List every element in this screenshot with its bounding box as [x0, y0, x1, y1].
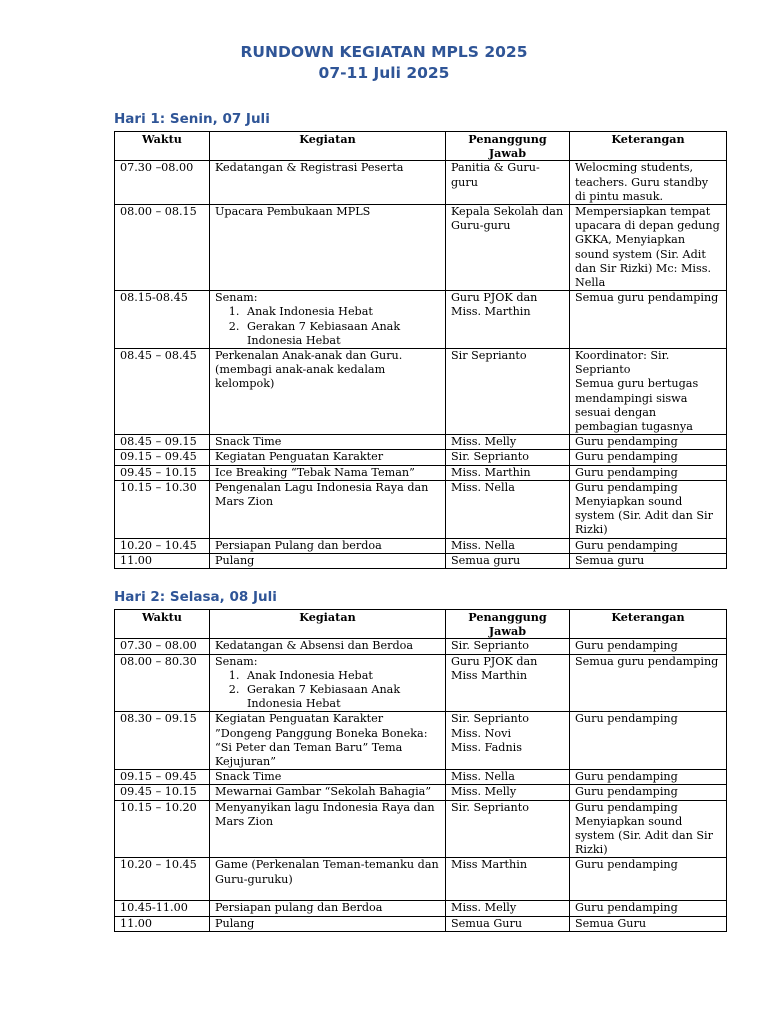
header-penanggung-jawab: Penanggung Jawab	[446, 610, 570, 639]
note-line: Semua guru bertugas mendampingi siswa sesuai dengan pembagian tugasnya	[575, 377, 699, 434]
activity-text: Game (Perkenalan Teman-temanku dan Guru-guruku)	[215, 858, 439, 886]
document-title: RUNDOWN KEGIATAN MPLS 2025	[240, 43, 528, 61]
pic-text: Miss. Melly	[451, 785, 517, 799]
pic-text: Miss. Melly	[451, 435, 517, 449]
day2-schedule-table	[114, 609, 727, 932]
header-kegiatan: Kegiatan	[210, 610, 446, 639]
note-line: Guru pendamping	[575, 480, 678, 494]
cell-keterangan	[570, 538, 727, 553]
table-row	[115, 465, 727, 480]
cell-keterangan	[570, 800, 727, 858]
cell-keterangan	[570, 916, 727, 931]
pic-text: Panitia & Guru-guru	[451, 161, 540, 189]
pic-text: Sir. Seprianto	[451, 800, 529, 814]
cell-activity	[210, 465, 446, 480]
cell-activity	[210, 785, 446, 800]
table-row	[115, 161, 727, 205]
note-line: Guru pendamping	[575, 800, 678, 814]
note-text: Semua guru	[575, 553, 645, 567]
note-text: Guru pendamping	[575, 785, 678, 799]
cell-activity	[210, 435, 446, 450]
cell-activity	[210, 450, 446, 465]
table-row	[115, 450, 727, 465]
activity-text: Pulang	[215, 916, 255, 930]
table-row	[115, 712, 727, 770]
cell-penanggung-jawab	[446, 161, 570, 205]
cell-activity	[210, 205, 446, 291]
pic-text: Miss. Marthin	[451, 465, 531, 479]
cell-time: 10.20 – 10.45	[115, 858, 210, 901]
header-waktu: Waktu	[115, 132, 210, 161]
cell-penanggung-jawab	[446, 770, 570, 785]
header-kegiatan: Kegiatan	[210, 132, 446, 161]
header-keterangan: Keterangan	[570, 132, 727, 161]
cell-penanggung-jawab	[446, 639, 570, 654]
cell-time: 10.15 – 10.20	[115, 800, 210, 858]
cell-activity	[210, 916, 446, 931]
note-line: Menyiapkan sound system (Sir. Adit dan Sir Rizki)	[575, 495, 713, 537]
cell-penanggung-jawab	[446, 712, 570, 770]
activity-text: Menyanyikan lagu Indonesia Raya dan Mars Zion	[215, 800, 435, 828]
activity-list	[215, 305, 440, 348]
activity-text: Ice Breaking “Tebak Nama Teman”	[215, 465, 415, 479]
pic-text: Sir. Seprianto	[451, 450, 529, 464]
cell-keterangan	[570, 435, 727, 450]
cell-activity	[210, 553, 446, 568]
pic-text: Semua guru	[451, 553, 521, 567]
activity-text: Kegiatan Penguatan Karakter	[215, 450, 384, 464]
header-keterangan: Keterangan	[570, 610, 727, 639]
cell-activity	[210, 639, 446, 654]
cell-time: 08.30 – 09.15	[115, 712, 210, 770]
pic-line: Sir. Seprianto	[451, 712, 529, 726]
cell-time: 10.45-11.00	[115, 901, 210, 916]
cell-activity	[210, 858, 446, 901]
note-line: Koordinator: Sir. Seprianto	[575, 349, 670, 377]
table-header-row	[115, 610, 727, 639]
cell-keterangan	[570, 349, 727, 435]
note-text: Semua Guru	[575, 916, 647, 930]
cell-activity	[210, 349, 446, 435]
cell-time: 11.00	[115, 553, 210, 568]
cell-activity	[210, 901, 446, 916]
cell-keterangan	[570, 654, 727, 712]
activity-line: Kegiatan Penguatan Karakter	[215, 712, 384, 726]
cell-activity	[210, 712, 446, 770]
cell-time: 10.20 – 10.45	[115, 538, 210, 553]
activity-list	[215, 669, 440, 712]
activity-list-item: 2. Gerakan 7 Kebiasaan Anak Indonesia Hebat	[243, 683, 440, 711]
table-row	[115, 538, 727, 553]
cell-penanggung-jawab	[446, 480, 570, 538]
note-text: Guru pendamping	[575, 465, 678, 479]
cell-time: 09.15 – 09.45	[115, 770, 210, 785]
note-text: Guru pendamping	[575, 901, 678, 915]
cell-activity	[210, 291, 446, 349]
cell-time: 09.15 – 09.45	[115, 450, 210, 465]
cell-time: 07.30 – 08.00	[115, 639, 210, 654]
cell-penanggung-jawab	[446, 800, 570, 858]
cell-keterangan	[570, 639, 727, 654]
note-text: Guru pendamping	[575, 450, 678, 464]
table-row	[115, 770, 727, 785]
cell-penanggung-jawab	[446, 349, 570, 435]
cell-time: 09.45 – 10.15	[115, 465, 210, 480]
activity-text: Mewarnai Gambar “Sekolah Bahagia”	[215, 785, 432, 799]
cell-activity	[210, 161, 446, 205]
header-penanggung-jawab: Penanggung Jawab	[446, 132, 570, 161]
day2-table-body	[115, 639, 727, 931]
note-text: Guru pendamping	[575, 858, 678, 872]
note-text: Guru pendamping	[575, 770, 678, 784]
cell-penanggung-jawab	[446, 785, 570, 800]
activity-list-item: 2. Gerakan 7 Kebiasaan Anak Indonesia Hebat	[243, 320, 440, 348]
pic-text: Kepala Sekolah dan Guru-guru	[451, 205, 564, 233]
cell-keterangan	[570, 785, 727, 800]
pic-text: Miss. Nella	[451, 538, 515, 552]
cell-time: 08.45 – 08.45	[115, 349, 210, 435]
activity-list-item: 1. Anak Indonesia Hebat	[243, 305, 440, 319]
activity-text: Upacara Pembukaan MPLS	[215, 205, 371, 219]
pic-line: Miss. Fadnis	[451, 740, 522, 754]
table-row	[115, 901, 727, 916]
activity-text: Kedatangan & Absensi dan Berdoa	[215, 639, 414, 653]
activity-text: Senam:	[215, 291, 258, 305]
activity-text: Snack Time	[215, 770, 282, 784]
cell-keterangan	[570, 450, 727, 465]
activity-text: Persiapan Pulang dan berdoa	[215, 538, 382, 552]
day1-schedule-table	[114, 131, 727, 569]
table-row	[115, 291, 727, 349]
cell-time: 07.30 –08.00	[115, 161, 210, 205]
table-row	[115, 349, 727, 435]
activity-text: Perkenalan Anak-anak dan Guru. (membagi anak-anak kedalam kelompok)	[215, 349, 403, 391]
activity-text: Senam:	[215, 654, 258, 668]
cell-activity	[210, 538, 446, 553]
pic-text: Guru PJOK dan Miss. Marthin	[451, 291, 538, 319]
cell-penanggung-jawab	[446, 553, 570, 568]
day1-heading: Hari 1: Senin, 07 Juli	[114, 111, 270, 127]
cell-time: 08.00 – 80.30	[115, 654, 210, 712]
pic-text: Semua Guru	[451, 916, 523, 930]
note-text: Guru pendamping	[575, 435, 678, 449]
table-row	[115, 800, 727, 858]
pic-text: Miss. Nella	[451, 480, 515, 494]
activity-line: ”Dongeng Panggung Boneka Boneka: “Si Peter dan Teman Baru” Tema Kejujuran”	[215, 726, 428, 769]
table-header-row	[115, 132, 727, 161]
cell-keterangan	[570, 465, 727, 480]
pic-line: Miss. Novi	[451, 726, 512, 740]
pic-text: Guru PJOK dan Miss Marthin	[451, 654, 538, 682]
cell-penanggung-jawab	[446, 450, 570, 465]
table-row	[115, 785, 727, 800]
activity-text: Snack Time	[215, 435, 282, 449]
pic-text: Miss. Melly	[451, 901, 517, 915]
cell-penanggung-jawab	[446, 291, 570, 349]
cell-penanggung-jawab	[446, 901, 570, 916]
cell-time: 11.00	[115, 916, 210, 931]
table-row	[115, 639, 727, 654]
day2-heading: Hari 2: Selasa, 08 Juli	[114, 589, 277, 605]
activity-list-item: 1. Anak Indonesia Hebat	[243, 669, 440, 683]
cell-time: 08.15-08.45	[115, 291, 210, 349]
cell-keterangan	[570, 291, 727, 349]
cell-penanggung-jawab	[446, 858, 570, 901]
cell-penanggung-jawab	[446, 538, 570, 553]
pic-text: Sir. Seprianto	[451, 639, 529, 653]
note-text: Mempersiapkan tempat upacara di depan gedung GKKA, Menyiapkan sound system (Sir. Adit dan Sir Rizki) Mc: Miss. Nella	[575, 205, 720, 290]
activity-text: Kedatangan & Registrasi Peserta	[215, 161, 404, 175]
cell-activity	[210, 770, 446, 785]
cell-keterangan	[570, 770, 727, 785]
table-row	[115, 435, 727, 450]
note-line: Menyiapkan sound system (Sir. Adit dan Sir Rizki)	[575, 814, 713, 857]
cell-time: 08.45 – 09.15	[115, 435, 210, 450]
table-row	[115, 858, 727, 901]
cell-time: 10.15 – 10.30	[115, 480, 210, 538]
note-text: Semua guru pendamping	[575, 291, 719, 305]
note-text: Semua guru pendamping	[575, 654, 719, 668]
cell-penanggung-jawab	[446, 654, 570, 712]
cell-keterangan	[570, 712, 727, 770]
table-row	[115, 480, 727, 538]
cell-time: 09.45 – 10.15	[115, 785, 210, 800]
cell-activity	[210, 654, 446, 712]
activity-text: Pengenalan Lagu Indonesia Raya dan Mars Zion	[215, 480, 429, 509]
cell-penanggung-jawab	[446, 205, 570, 291]
pic-text: Sir Seprianto	[451, 349, 527, 363]
cell-keterangan	[570, 553, 727, 568]
header-waktu: Waktu	[115, 610, 210, 639]
cell-keterangan	[570, 480, 727, 538]
cell-keterangan	[570, 161, 727, 205]
day1-table-body	[115, 161, 727, 569]
cell-penanggung-jawab	[446, 465, 570, 480]
table-row	[115, 916, 727, 931]
note-text: Guru pendamping	[575, 712, 678, 726]
activity-text: Pulang	[215, 553, 255, 567]
cell-penanggung-jawab	[446, 435, 570, 450]
cell-penanggung-jawab	[446, 916, 570, 931]
cell-keterangan	[570, 205, 727, 291]
table-row	[115, 654, 727, 712]
table-row	[115, 205, 727, 291]
note-text: Welocming students, teachers. Guru standby di pintu masuk.	[575, 161, 709, 203]
cell-keterangan	[570, 901, 727, 916]
cell-time: 08.00 – 08.15	[115, 205, 210, 291]
cell-activity	[210, 480, 446, 538]
cell-keterangan	[570, 858, 727, 901]
pic-text: Miss Marthin	[451, 858, 528, 872]
note-text: Guru pendamping	[575, 639, 678, 653]
pic-text: Miss. Nella	[451, 770, 515, 784]
table-row	[115, 553, 727, 568]
cell-activity	[210, 800, 446, 858]
activity-text: Persiapan pulang dan Berdoa	[215, 901, 383, 915]
note-text: Guru pendamping	[575, 538, 678, 552]
document-subtitle: 07-11 Juli 2025	[318, 64, 450, 82]
